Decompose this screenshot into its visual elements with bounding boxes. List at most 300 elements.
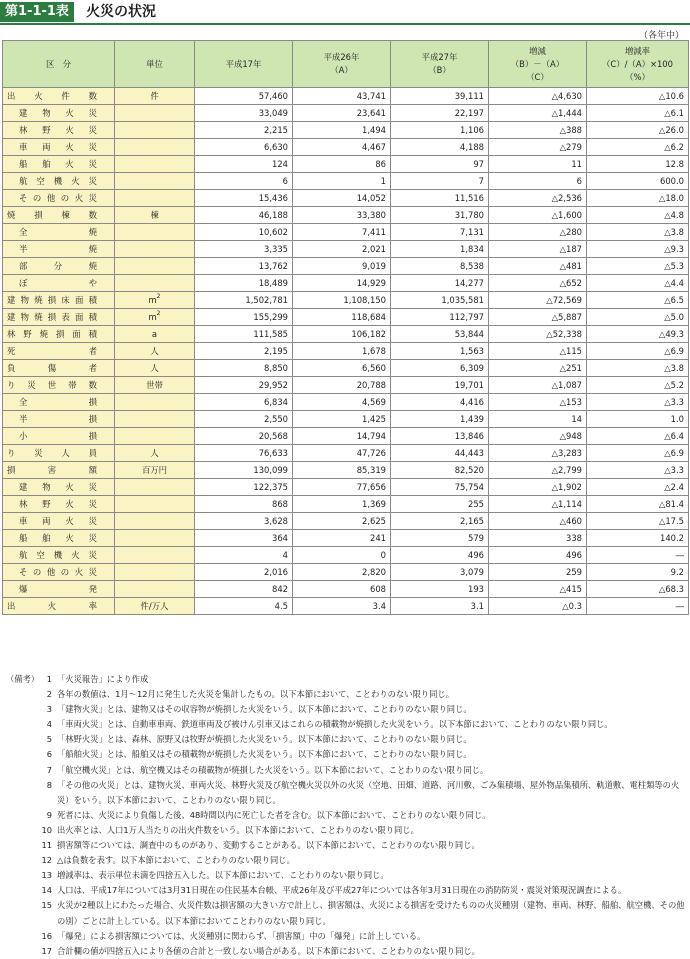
value-cell: 255 (391, 496, 489, 513)
value-cell: 9,019 (293, 258, 391, 275)
value-cell: 9.2 (587, 564, 689, 581)
table-row (3, 258, 689, 275)
note-number: 3 (46, 704, 52, 715)
note-item (2, 763, 688, 778)
note-item (2, 898, 688, 928)
note-number: 8 (46, 779, 52, 790)
value-cell: 118,684 (293, 309, 391, 326)
value-cell: 1,035,581 (391, 292, 489, 309)
value-cell: 23,641 (293, 105, 391, 122)
note-item (2, 702, 688, 717)
row-label: 船舶火災 (3, 156, 115, 173)
value-cell: △2,536 (489, 190, 587, 207)
note-number: 9 (46, 809, 52, 820)
value-cell: △52,338 (489, 326, 587, 343)
value-cell: 4,467 (293, 139, 391, 156)
row-unit: a (115, 326, 195, 343)
note-item (2, 717, 688, 732)
column-header-unit: 単位 (115, 41, 195, 88)
row-unit: 棟 (115, 207, 195, 224)
row-unit (115, 156, 195, 173)
row-label: り災世帯数 (3, 377, 115, 394)
value-cell: 11 (489, 156, 587, 173)
table-row (3, 207, 689, 224)
value-cell: 14 (489, 411, 587, 428)
row-unit (115, 513, 195, 530)
table-row (3, 275, 689, 292)
row-label: 建物火災 (3, 479, 115, 496)
period-note: （各年中） (638, 31, 684, 41)
table-row (3, 326, 689, 343)
value-cell: △3.3 (587, 462, 689, 479)
value-cell: 579 (391, 530, 489, 547)
value-cell: 155,299 (195, 309, 293, 326)
value-cell: △6.4 (587, 428, 689, 445)
value-cell: 1,108,150 (293, 292, 391, 309)
column-header-h17: 平成17年 (195, 41, 293, 88)
row-label: り災人員 (3, 445, 115, 462)
note-text: △は負数を表す。以下本節において、ことわりのない限り同じ。 (57, 855, 295, 866)
row-unit (115, 241, 195, 258)
value-cell: 8,850 (195, 360, 293, 377)
row-label: ぼや (3, 275, 115, 292)
value-cell: 7 (391, 173, 489, 190)
value-cell: △5.0 (587, 309, 689, 326)
row-unit (115, 105, 195, 122)
value-cell: 14,052 (293, 190, 391, 207)
value-cell: 18,489 (195, 275, 293, 292)
value-cell: 608 (293, 581, 391, 598)
row-label: 負傷者 (3, 360, 115, 377)
value-cell: 14,794 (293, 428, 391, 445)
value-cell: 6,309 (391, 360, 489, 377)
row-label: その他の火災 (3, 190, 115, 207)
value-cell: 496 (391, 547, 489, 564)
row-label: 航空機火災 (3, 547, 115, 564)
note-text: 出火率とは、人口1万人当たりの出火件数をいう。以下本節において、ことわりのない限り同じ。 (57, 824, 419, 835)
note-text: 「林野火災」とは、森林、原野又は牧野が焼損した火災をいう。以下本節において、ことわりのない限り同じ。 (57, 734, 472, 745)
table-row (3, 88, 689, 105)
value-cell: △68.3 (587, 581, 689, 598)
note-text: 「車両火災」とは、自動車車両、鉄道車両及び被けん引車又はこれらの積載物が焼損した火災をいう。以下本節において、ことわりのない限り同じ。 (57, 719, 613, 730)
value-cell: 53,844 (391, 326, 489, 343)
value-cell: 85,319 (293, 462, 391, 479)
value-cell: 868 (195, 496, 293, 513)
row-label: 出火率 (3, 598, 115, 615)
value-cell: 496 (489, 547, 587, 564)
note-text: 死者には、火災により負傷した後、48時間以内に死亡した者を含む。以下本節において、ことわりのない限り同じ。 (57, 809, 491, 820)
value-cell: △3.8 (587, 224, 689, 241)
row-label: 車両火災 (3, 513, 115, 530)
column-header-category: 区 分 (3, 41, 115, 88)
value-cell: 364 (195, 530, 293, 547)
table-header-row (3, 41, 689, 88)
row-unit (115, 173, 195, 190)
value-cell: 12.8 (587, 156, 689, 173)
value-cell: 6 (489, 173, 587, 190)
row-label: 建物焼損床面積 (3, 292, 115, 309)
table-title: 火災の状況 (86, 4, 156, 20)
note-text: 増減率は、表示単位未満を四捨五入した。以下本節において、ことわりのない限り同じ。 (57, 870, 389, 881)
row-label: 船舶火災 (3, 530, 115, 547)
value-cell: 4,569 (293, 394, 391, 411)
value-cell: 6,630 (195, 139, 293, 156)
value-cell: 259 (489, 564, 587, 581)
table-row (3, 309, 689, 326)
note-item (2, 944, 688, 959)
note-number: 16 (41, 930, 52, 941)
value-cell: △5.3 (587, 258, 689, 275)
row-label: 林野火災 (3, 122, 115, 139)
value-cell: 22,197 (391, 105, 489, 122)
note-number: 6 (46, 749, 52, 760)
page-header (0, 0, 690, 24)
value-cell: 4,416 (391, 394, 489, 411)
value-cell: △3,283 (489, 445, 587, 462)
table-row (3, 598, 689, 615)
value-cell: 2,820 (293, 564, 391, 581)
table-row (3, 496, 689, 513)
value-cell: 31,780 (391, 207, 489, 224)
value-cell: 600.0 (587, 173, 689, 190)
note-item (2, 868, 688, 883)
row-unit: 世帯 (115, 377, 195, 394)
note-number: 4 (46, 719, 52, 730)
note-number: 11 (41, 840, 52, 851)
note-item (2, 747, 688, 762)
value-cell: 33,049 (195, 105, 293, 122)
row-unit: $m^2$ (115, 292, 195, 309)
row-label: 全損 (3, 394, 115, 411)
value-cell: 11,516 (391, 190, 489, 207)
table-row (3, 564, 689, 581)
table-body (3, 88, 689, 615)
note-number: 13 (41, 870, 52, 881)
value-cell: 46,188 (195, 207, 293, 224)
column-header-h27: 平成27年 （B） (391, 41, 489, 88)
value-cell: 29,952 (195, 377, 293, 394)
note-item (2, 732, 688, 747)
value-cell: ― (587, 547, 689, 564)
note-item (2, 838, 688, 853)
value-cell: 111,585 (195, 326, 293, 343)
value-cell: △6.9 (587, 343, 689, 360)
note-item (2, 929, 688, 944)
column-header-change: 増減 （B）－（A） （C） (489, 41, 587, 88)
value-cell: 4 (195, 547, 293, 564)
value-cell: 82,520 (391, 462, 489, 479)
table-row (3, 292, 689, 309)
value-cell: △6.5 (587, 292, 689, 309)
row-unit (115, 122, 195, 139)
value-cell: 1,563 (391, 343, 489, 360)
value-cell: 20,788 (293, 377, 391, 394)
value-cell: 14,929 (293, 275, 391, 292)
table-row (3, 105, 689, 122)
row-label: 車両火災 (3, 139, 115, 156)
note-number: 15 (41, 900, 52, 911)
value-cell: △1,114 (489, 496, 587, 513)
value-cell: △1,902 (489, 479, 587, 496)
row-label: 損害額 (3, 462, 115, 479)
value-cell: △3.3 (587, 394, 689, 411)
table-row (3, 581, 689, 598)
value-cell: 0 (293, 547, 391, 564)
note-text: 各年の数値は、1月～12月に発生した火災を集計したもの。以下本節において、ことわりのない限り同じ。 (57, 689, 454, 700)
row-unit (115, 564, 195, 581)
value-cell: 2,165 (391, 513, 489, 530)
value-cell: △280 (489, 224, 587, 241)
value-cell: 1,494 (293, 122, 391, 139)
row-unit: 件 (115, 88, 195, 105)
note-text: 「その他の火災」とは、建物火災、車両火災、林野火災及び航空機火災以外の火災（空地、田畑、道路、河川敷、ごみ集積場、屋外物品集積所、軌道敷、電柱類等の火災）をいう。以下本節において、ことわりのない限り同じ。 (57, 779, 680, 805)
value-cell: △187 (489, 241, 587, 258)
row-unit: $m^2$ (115, 309, 195, 326)
value-cell: 2,016 (195, 564, 293, 581)
table-row (3, 479, 689, 496)
value-cell: △6.9 (587, 445, 689, 462)
note-number: 10 (41, 824, 52, 835)
value-cell: 2,215 (195, 122, 293, 139)
row-unit (115, 496, 195, 513)
row-label: 小損 (3, 428, 115, 445)
note-item (2, 672, 688, 687)
value-cell: △652 (489, 275, 587, 292)
table-row (3, 428, 689, 445)
table-row (3, 360, 689, 377)
row-unit (115, 530, 195, 547)
value-cell: 124 (195, 156, 293, 173)
table-row (3, 547, 689, 564)
row-label: 死者 (3, 343, 115, 360)
value-cell: 13,762 (195, 258, 293, 275)
value-cell: △2,799 (489, 462, 587, 479)
value-cell: △1,087 (489, 377, 587, 394)
row-label: 林野焼損面積 (3, 326, 115, 343)
row-unit (115, 139, 195, 156)
note-text: 「火災報告」により作成 (57, 674, 149, 684)
value-cell: ― (587, 598, 689, 615)
value-cell: △9.3 (587, 241, 689, 258)
value-cell: 3.4 (293, 598, 391, 615)
value-cell: 47,726 (293, 445, 391, 462)
row-unit: 人 (115, 445, 195, 462)
value-cell: △17.5 (587, 513, 689, 530)
value-cell: 6,834 (195, 394, 293, 411)
value-cell: △1,444 (489, 105, 587, 122)
value-cell: △1,600 (489, 207, 587, 224)
value-cell: △460 (489, 513, 587, 530)
value-cell: 76,633 (195, 445, 293, 462)
value-cell: 241 (293, 530, 391, 547)
table-row (3, 122, 689, 139)
value-cell: 1,425 (293, 411, 391, 428)
table-row (3, 190, 689, 207)
value-cell: △279 (489, 139, 587, 156)
value-cell: 44,443 (391, 445, 489, 462)
value-cell: 10,602 (195, 224, 293, 241)
value-cell: △388 (489, 122, 587, 139)
row-label: 林野火災 (3, 496, 115, 513)
value-cell: △3.8 (587, 360, 689, 377)
note-text: 「航空機火災」とは、航空機又はその積載物が焼損した火災をいう。以下本節において、ことわりのない限り同じ。 (57, 764, 489, 775)
value-cell: 7,411 (293, 224, 391, 241)
value-cell: 1,369 (293, 496, 391, 513)
value-cell: 4.5 (195, 598, 293, 615)
value-cell: △5.2 (587, 377, 689, 394)
column-header-rate: 増減率 （C）/（A）×100 （%） (587, 41, 689, 88)
value-cell: 338 (489, 530, 587, 547)
value-cell: △81.4 (587, 496, 689, 513)
row-label: その他の火災 (3, 564, 115, 581)
value-cell: △72,569 (489, 292, 587, 309)
note-number: 2 (46, 689, 52, 700)
table-row (3, 241, 689, 258)
value-cell: 6 (195, 173, 293, 190)
note-item (2, 853, 688, 868)
note-text: 火災が2種以上にわたった場合、火災件数は損害額の大きい方で計上し、損害額は、火災による損害を受けたものの火災種別（建物、車両、林野、船舶、航空機、その他の別）ごとに計上している。以下本節においてことわりのない限り同じ。 (57, 900, 685, 926)
value-cell: 106,182 (293, 326, 391, 343)
row-unit (115, 275, 195, 292)
value-cell: 33,380 (293, 207, 391, 224)
row-label: 建物焼損表面積 (3, 309, 115, 326)
value-cell: 7,131 (391, 224, 489, 241)
note-item (2, 823, 688, 838)
value-cell: △481 (489, 258, 587, 275)
value-cell: 86 (293, 156, 391, 173)
value-cell: 57,460 (195, 88, 293, 105)
row-unit (115, 224, 195, 241)
note-text: 「建物火災」とは、建物又はその収容物が焼損した火災をいう。以下本節において、ことわりのない限り同じ。 (57, 704, 472, 715)
note-item (2, 778, 688, 808)
row-label: 爆発 (3, 581, 115, 598)
table-row (3, 462, 689, 479)
note-text: 「船舶火災」とは、船舶又はその積載物が焼損した火災をいう。以下本節において、ことわりのない限り同じ。 (57, 749, 472, 760)
note-number: 14 (41, 885, 52, 896)
table-row (3, 156, 689, 173)
note-number: 5 (46, 734, 52, 745)
value-cell: △2.4 (587, 479, 689, 496)
value-cell: 130,099 (195, 462, 293, 479)
row-unit: 百万円 (115, 462, 195, 479)
row-label: 焼損棟数 (3, 207, 115, 224)
note-item (2, 808, 688, 823)
row-unit (115, 547, 195, 564)
column-header-h26: 平成26年 （A） (293, 41, 391, 88)
value-cell: △0.3 (489, 598, 587, 615)
value-cell: 2,021 (293, 241, 391, 258)
row-label: 航空機火災 (3, 173, 115, 190)
value-cell: 2,550 (195, 411, 293, 428)
table-row (3, 513, 689, 530)
value-cell: 43,741 (293, 88, 391, 105)
value-cell: 1,678 (293, 343, 391, 360)
row-label: 半損 (3, 411, 115, 428)
value-cell: △26.0 (587, 122, 689, 139)
row-unit (115, 581, 195, 598)
row-unit: 人 (115, 360, 195, 377)
value-cell: 4,188 (391, 139, 489, 156)
note-text: 損害額等については、調査中のものがあり、変動することがある。以下本節において、ことわりのない限り同じ。 (57, 840, 480, 851)
value-cell: 1,834 (391, 241, 489, 258)
note-number: 12 (41, 855, 52, 866)
value-cell: 1,439 (391, 411, 489, 428)
value-cell: 122,375 (195, 479, 293, 496)
note-text: 合計欄の値が四捨五入により各値の合計と一致しない場合がある。以下本節において、ことわりのない限り同じ。 (57, 945, 480, 956)
table-row (3, 343, 689, 360)
value-cell: 39,111 (391, 88, 489, 105)
value-cell: 3,628 (195, 513, 293, 530)
value-cell: 2,625 (293, 513, 391, 530)
value-cell: △10.6 (587, 88, 689, 105)
row-label: 半焼 (3, 241, 115, 258)
table-row (3, 445, 689, 462)
value-cell: 15,436 (195, 190, 293, 207)
value-cell: 75,754 (391, 479, 489, 496)
note-item (2, 687, 688, 702)
table-row (3, 224, 689, 241)
value-cell: △251 (489, 360, 587, 377)
value-cell: 112,797 (391, 309, 489, 326)
value-cell: 14,277 (391, 275, 489, 292)
row-unit (115, 411, 195, 428)
note-text: 人口は、平成17年については3月31日現在の住民基本台帳、平成26年及び平成27年については各年3月31日現在の消防防災・震災対策現況調査による。 (57, 885, 627, 896)
row-label: 部分焼 (3, 258, 115, 275)
table-row (3, 530, 689, 547)
table-row (3, 394, 689, 411)
row-unit (115, 394, 195, 411)
note-number: 1 (46, 674, 52, 684)
row-unit (115, 428, 195, 445)
value-cell: 140.2 (587, 530, 689, 547)
row-unit (115, 190, 195, 207)
value-cell: 193 (391, 581, 489, 598)
value-cell: 2,195 (195, 343, 293, 360)
header-rule (0, 23, 690, 25)
table-row (3, 173, 689, 190)
value-cell: 842 (195, 581, 293, 598)
value-cell: 20,568 (195, 428, 293, 445)
value-cell: 1 (293, 173, 391, 190)
notes-lead: （備考） (6, 674, 40, 684)
value-cell: 6,560 (293, 360, 391, 377)
value-cell: △49.3 (587, 326, 689, 343)
row-unit (115, 479, 195, 496)
table-row (3, 377, 689, 394)
value-cell: 3,335 (195, 241, 293, 258)
value-cell: 1,502,781 (195, 292, 293, 309)
value-cell: △6.1 (587, 105, 689, 122)
value-cell: △115 (489, 343, 587, 360)
value-cell: 97 (391, 156, 489, 173)
fire-statistics-table (2, 40, 689, 615)
value-cell: △18.0 (587, 190, 689, 207)
value-cell: △4.4 (587, 275, 689, 292)
note-item (2, 883, 688, 898)
value-cell: 19,701 (391, 377, 489, 394)
notes-list (2, 672, 688, 959)
value-cell: △6.2 (587, 139, 689, 156)
note-number: 7 (46, 764, 52, 775)
row-label: 出火件数 (3, 88, 115, 105)
row-unit: 件/万人 (115, 598, 195, 615)
value-cell: △948 (489, 428, 587, 445)
row-unit (115, 258, 195, 275)
note-number: 17 (41, 945, 52, 956)
value-cell: 3.1 (391, 598, 489, 615)
table-number-badge: 第1-1-1表 (0, 2, 74, 22)
row-unit: 人 (115, 343, 195, 360)
